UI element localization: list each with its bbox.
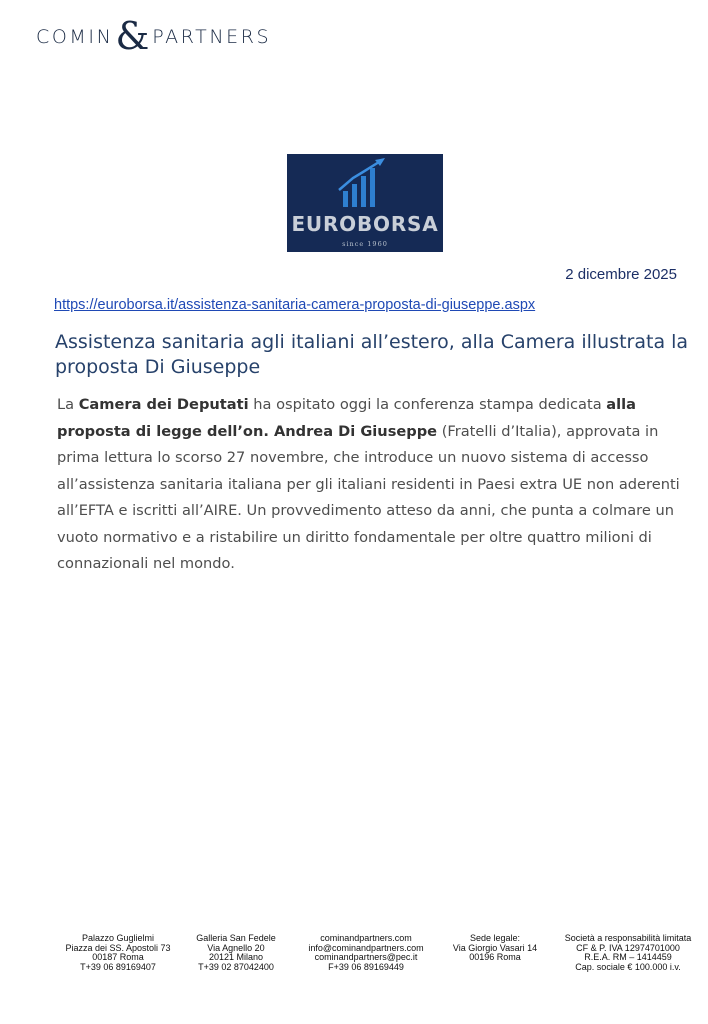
article-body — [57, 392, 683, 578]
footer-line: Via Agnello 20 — [207, 942, 265, 953]
footer-line: cominandpartners@pec.it — [314, 952, 418, 963]
footer-line: Società a responsabilità limitata — [564, 933, 692, 943]
bar-chart-arrow-icon — [287, 154, 443, 252]
footer-line: 20121 Milano — [208, 952, 264, 963]
footer-line: Cap. sociale € 100.000 i.v. — [575, 961, 681, 972]
footer-line: Sede legale: — [469, 933, 521, 943]
footer-legal-seat — [446, 934, 544, 963]
euroborsa-logo — [287, 154, 443, 252]
article-date: 2 dicembre 2025 — [565, 266, 677, 283]
footer-line: 00196 Roma — [469, 952, 521, 963]
brand-ampersand: & — [115, 14, 150, 58]
brand-right-word: PARTNERS — [152, 26, 272, 48]
article-title: Assistenza sanitaria agli italiani all’estero, alla Camera illustrata la proposta Di Giuseppe — [55, 331, 689, 378]
body-text-2: ha ospitato oggi la conferenza stampa dedicata — [248, 396, 607, 413]
article-source-link[interactable]: https://euroborsa.it/assistenza-sanitaria-camera-proposta-di-giuseppe.aspx — [54, 297, 536, 313]
footer-line: CF & P. IVA 12974701000 — [576, 942, 680, 953]
footer-line: cominandpartners.com — [320, 933, 412, 943]
footer-line: T+39 06 89169407 — [80, 961, 156, 972]
footer-contacts — [298, 934, 434, 972]
comin-partners-logo — [36, 14, 272, 58]
footer-line: info@cominandpartners.com — [308, 942, 424, 953]
footer-line: 00187 Roma — [92, 952, 144, 963]
footer-line: Palazzo Guglielmi — [81, 933, 155, 943]
footer-line: T+39 02 87042400 — [198, 961, 274, 972]
footer-line: Via Giorgio Vasari 14 — [452, 942, 538, 953]
body-text-3: (Fratelli d’Italia), approvata in prima lettura lo scorso 27 novembre, che introduce un nuovo sistema di accesso all’assistenza sanitaria italiana per gli italiani residenti in Paesi extra UE non aderenti all’EFTA e iscritti all’AIRE. Un provvedimento atteso da anni, che punta a colmare un vuoto normativo e a ristabilire un diritto fondamentale per oltre quattro milioni di connazionali nel mondo. — [57, 422, 680, 572]
brand-left-word: COMIN — [36, 26, 114, 48]
footer-company-info — [556, 934, 700, 972]
euroborsa-wordmark: EUROBORSA — [291, 212, 439, 236]
footer-milan-office — [186, 934, 286, 972]
euroborsa-since: since 1960 — [342, 240, 388, 248]
footer-line: Piazza dei SS. Apostoli 73 — [65, 942, 171, 953]
footer-rome-office — [58, 934, 178, 972]
body-bold-1: Camera dei Deputati — [78, 396, 249, 413]
footer-line: R.E.A. RM – 1414459 — [584, 952, 672, 963]
footer-line: Galleria San Fedele — [196, 933, 276, 943]
body-text-1: La — [57, 396, 79, 413]
body-bold-2: alla proposta di legge dell’on. Andrea Di Giuseppe — [57, 396, 636, 440]
footer-line: F+39 06 89169449 — [328, 961, 404, 972]
